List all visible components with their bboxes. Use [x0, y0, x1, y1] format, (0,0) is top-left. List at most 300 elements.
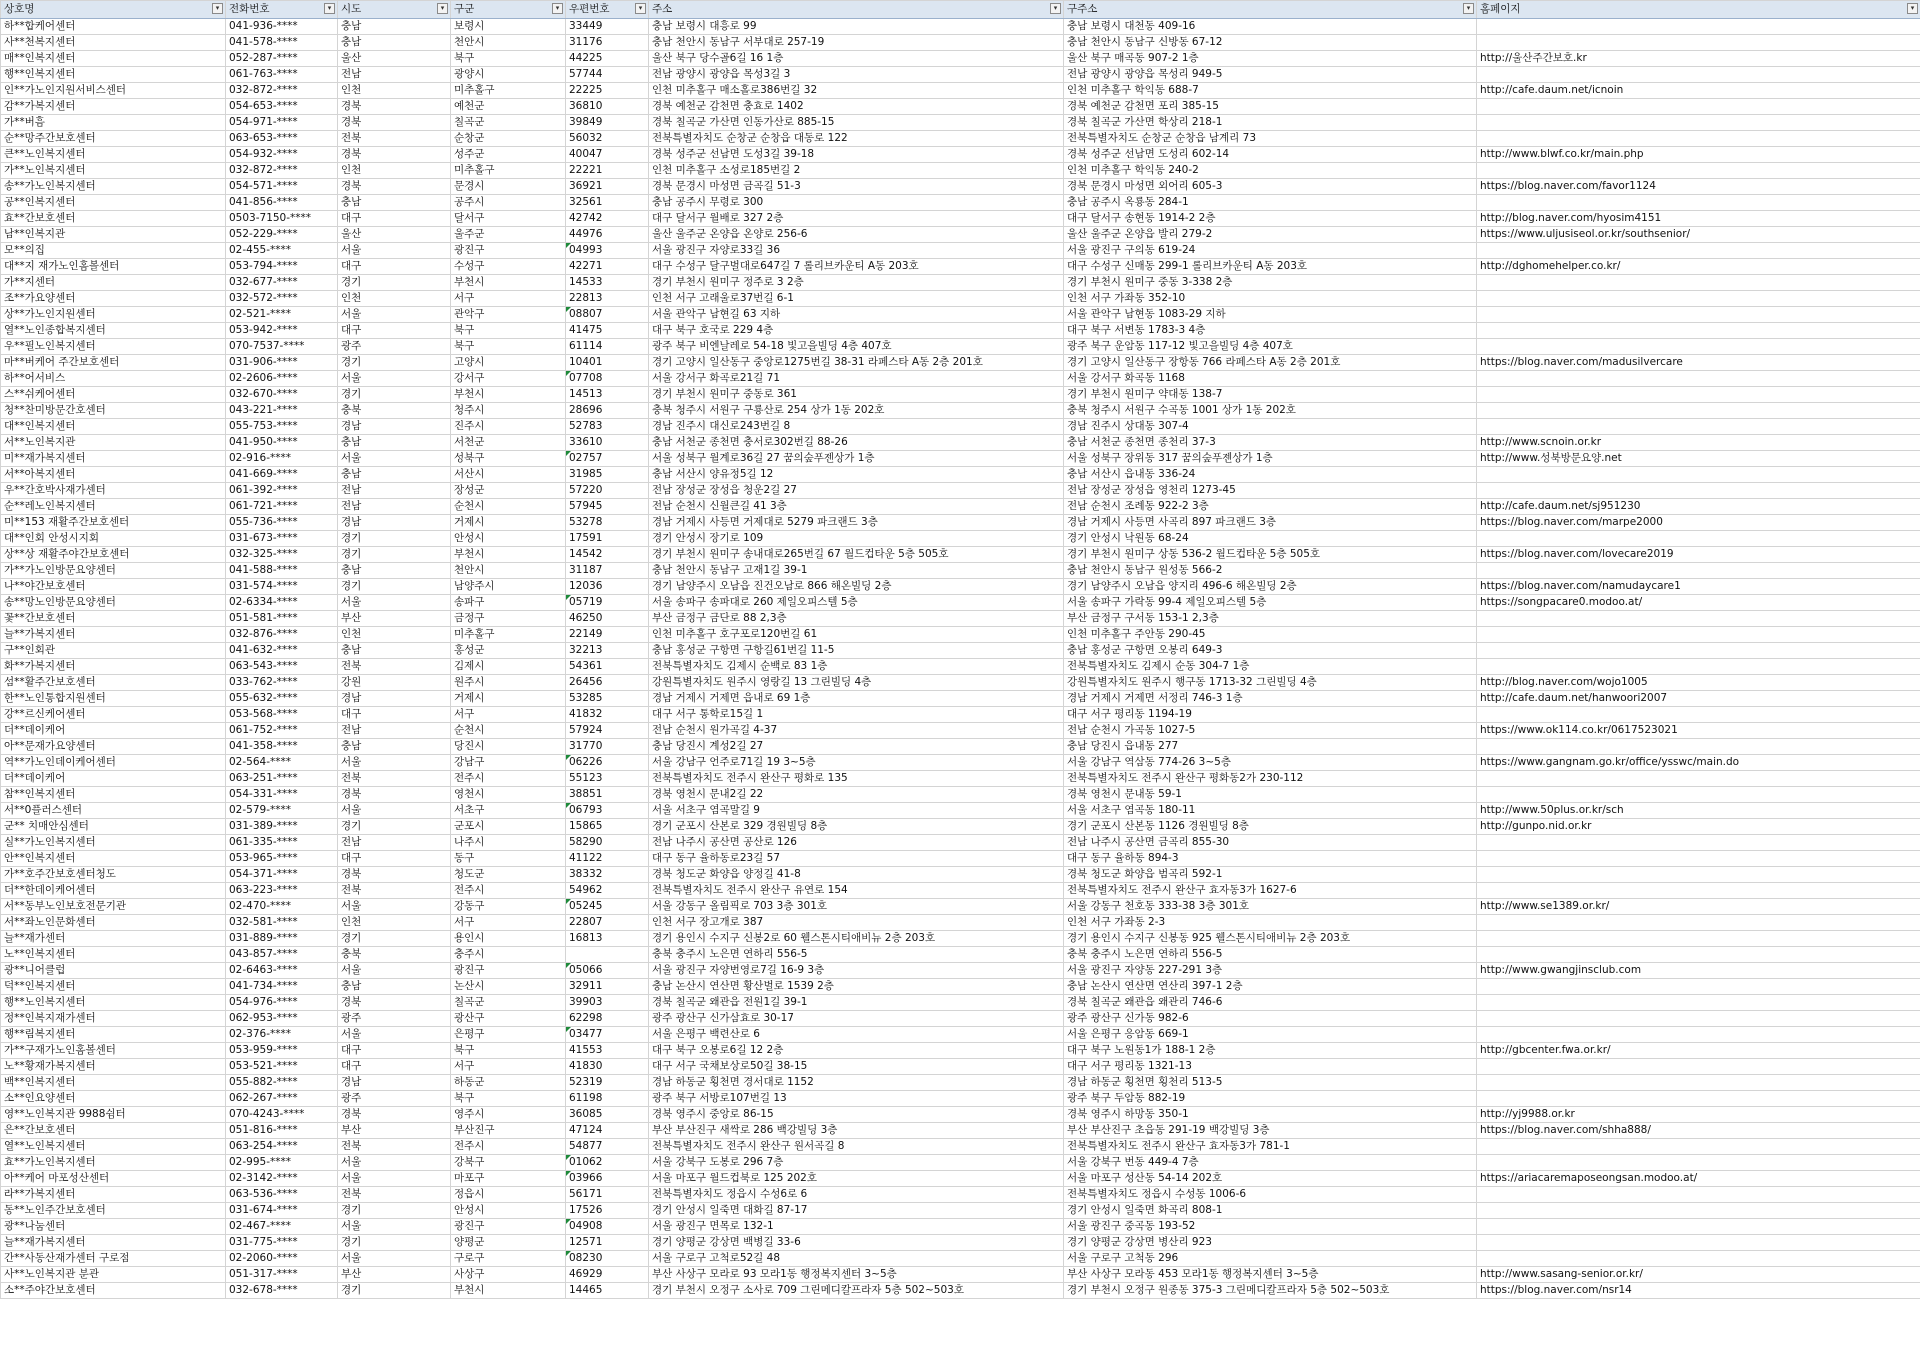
cell-zip[interactable]: 42271 — [566, 259, 649, 275]
cell-phone[interactable]: 032-876-**** — [226, 627, 338, 643]
cell-phone[interactable]: 032-872-**** — [226, 83, 338, 99]
cell-homepage[interactable] — [1477, 419, 1920, 435]
cell-gugun[interactable]: 고양시 — [451, 355, 566, 371]
cell-name[interactable]: 상**상 재활주야간보호센터 — [1, 547, 226, 563]
cell-phone[interactable]: 054-371-**** — [226, 867, 338, 883]
cell-zip[interactable]: 32561 — [566, 195, 649, 211]
cell-zip[interactable]: 22221 — [566, 163, 649, 179]
cell-sido[interactable]: 경기 — [338, 819, 451, 835]
cell-homepage[interactable] — [1477, 707, 1920, 723]
cell-old-address[interactable]: 경남 진주시 상대동 307-4 — [1064, 419, 1477, 435]
cell-homepage[interactable]: http://blog.naver.com/wojo1005 — [1477, 675, 1920, 691]
cell-phone[interactable]: 070-4243-**** — [226, 1107, 338, 1123]
cell-address[interactable]: 경북 성주군 선남면 도성3길 39-18 — [649, 147, 1064, 163]
cell-sido[interactable]: 서울 — [338, 307, 451, 323]
cell-sido[interactable]: 서울 — [338, 595, 451, 611]
cell-old-address[interactable]: 서울 강서구 화곡동 1168 — [1064, 371, 1477, 387]
cell-zip[interactable]: 31176 — [566, 35, 649, 51]
cell-zip[interactable]: 36921 — [566, 179, 649, 195]
cell-zip[interactable]: 33610 — [566, 435, 649, 451]
cell-sido[interactable]: 인천 — [338, 627, 451, 643]
cell-address[interactable]: 경기 고양시 일산동구 중앙로1275번길 38-31 라페스타 A동 2층 201호 — [649, 355, 1064, 371]
cell-phone[interactable]: 031-889-**** — [226, 931, 338, 947]
cell-name[interactable]: 가**버흠 — [1, 115, 226, 131]
cell-address[interactable]: 서울 은평구 백련산로 6 — [649, 1027, 1064, 1043]
cell-gugun[interactable]: 정읍시 — [451, 1187, 566, 1203]
cell-phone[interactable]: 02-455-**** — [226, 243, 338, 259]
cell-address[interactable]: 전남 나주시 공산면 공산로 126 — [649, 835, 1064, 851]
cell-zip[interactable]: 22149 — [566, 627, 649, 643]
cell-name[interactable]: 라**가복지센터 — [1, 1187, 226, 1203]
cell-old-address[interactable]: 인천 미추홀구 주안동 290-45 — [1064, 627, 1477, 643]
cell-phone[interactable]: 070-7537-**** — [226, 339, 338, 355]
cell-sido[interactable]: 전북 — [338, 883, 451, 899]
cell-sido[interactable]: 전북 — [338, 1187, 451, 1203]
cell-zip[interactable]: 47124 — [566, 1123, 649, 1139]
cell-gugun[interactable]: 강서구 — [451, 371, 566, 387]
cell-address[interactable]: 충남 당진시 계성2길 27 — [649, 739, 1064, 755]
cell-zip[interactable]: 14513 — [566, 387, 649, 403]
cell-phone[interactable]: 02-6463-**** — [226, 963, 338, 979]
cell-old-address[interactable]: 전남 순천시 가곡동 1027-5 — [1064, 723, 1477, 739]
cell-homepage[interactable] — [1477, 771, 1920, 787]
cell-homepage[interactable] — [1477, 307, 1920, 323]
cell-gugun[interactable]: 거제시 — [451, 691, 566, 707]
cell-old-address[interactable]: 강원특별자치도 원주시 행구동 1713-32 그린빌딩 4층 — [1064, 675, 1477, 691]
cell-address[interactable]: 대구 동구 율하동로23길 57 — [649, 851, 1064, 867]
cell-old-address[interactable]: 충남 당진시 읍내동 277 — [1064, 739, 1477, 755]
cell-old-address[interactable]: 충남 홍성군 구항면 오봉리 649-3 — [1064, 643, 1477, 659]
cell-phone[interactable]: 054-971-**** — [226, 115, 338, 131]
cell-name[interactable]: 아**문재가요양센터 — [1, 739, 226, 755]
cell-address[interactable]: 충남 서산시 양유정5길 12 — [649, 467, 1064, 483]
cell-name[interactable]: 효**간보호센터 — [1, 211, 226, 227]
cell-sido[interactable]: 대구 — [338, 323, 451, 339]
cell-homepage[interactable] — [1477, 851, 1920, 867]
cell-old-address[interactable]: 경기 용인시 수지구 신봉동 925 웰스톤시티애비뉴 2층 203호 — [1064, 931, 1477, 947]
cell-homepage[interactable] — [1477, 371, 1920, 387]
filter-dropdown-icon[interactable]: ▾ — [1907, 3, 1918, 14]
cell-address[interactable]: 경남 거제시 사등면 거제대로 5279 파크랜드 3층 — [649, 515, 1064, 531]
cell-homepage[interactable] — [1477, 163, 1920, 179]
cell-sido[interactable]: 광주 — [338, 339, 451, 355]
cell-name[interactable]: 청**찬미방문간호센터 — [1, 403, 226, 419]
cell-address[interactable]: 경기 부천시 원미구 중동로 361 — [649, 387, 1064, 403]
cell-address[interactable]: 대구 서구 국채보상로50길 38-15 — [649, 1059, 1064, 1075]
cell-zip[interactable]: 40047 — [566, 147, 649, 163]
cell-zip[interactable]: 03966 — [566, 1171, 649, 1187]
cell-address[interactable]: 경기 안성시 일죽면 대화길 87-17 — [649, 1203, 1064, 1219]
cell-address[interactable]: 충남 홍성군 구항면 구항길61번길 11-5 — [649, 643, 1064, 659]
cell-sido[interactable]: 경북 — [338, 867, 451, 883]
cell-old-address[interactable]: 부산 금정구 구서동 153-1 2,3층 — [1064, 611, 1477, 627]
cell-phone[interactable]: 041-669-**** — [226, 467, 338, 483]
cell-address[interactable]: 경북 영천시 문내2길 22 — [649, 787, 1064, 803]
cell-sido[interactable]: 경기 — [338, 579, 451, 595]
cell-name[interactable]: 가**구재가노인홈볼센터 — [1, 1043, 226, 1059]
cell-gugun[interactable]: 미추홀구 — [451, 163, 566, 179]
cell-homepage[interactable] — [1477, 531, 1920, 547]
cell-zip[interactable]: 22225 — [566, 83, 649, 99]
cell-name[interactable]: 미**재가복지센터 — [1, 451, 226, 467]
cell-zip[interactable]: 36085 — [566, 1107, 649, 1123]
cell-phone[interactable]: 031-775-**** — [226, 1235, 338, 1251]
cell-gugun[interactable]: 광진구 — [451, 1219, 566, 1235]
cell-name[interactable]: 우**간호박사재가센터 — [1, 483, 226, 499]
cell-name[interactable]: 더**데이케어 — [1, 723, 226, 739]
cell-address[interactable]: 부산 사상구 모라로 93 모라1동 행정복지센터 3~5층 — [649, 1267, 1064, 1283]
cell-zip[interactable]: 36810 — [566, 99, 649, 115]
cell-gugun[interactable]: 울주군 — [451, 227, 566, 243]
cell-gugun[interactable]: 마포구 — [451, 1171, 566, 1187]
cell-gugun[interactable]: 양평군 — [451, 1235, 566, 1251]
cell-phone[interactable]: 061-392-**** — [226, 483, 338, 499]
cell-phone[interactable]: 051-581-**** — [226, 611, 338, 627]
cell-gugun[interactable]: 문경시 — [451, 179, 566, 195]
cell-old-address[interactable]: 충남 논산시 연산면 연산리 397-1 2층 — [1064, 979, 1477, 995]
cell-old-address[interactable]: 경기 남양주시 오남읍 양지리 496-6 해온빌딩 2층 — [1064, 579, 1477, 595]
cell-gugun[interactable]: 북구 — [451, 323, 566, 339]
cell-phone[interactable]: 043-221-**** — [226, 403, 338, 419]
cell-sido[interactable]: 인천 — [338, 163, 451, 179]
cell-zip[interactable]: 17526 — [566, 1203, 649, 1219]
cell-zip[interactable]: 16813 — [566, 931, 649, 947]
cell-gugun[interactable]: 전주시 — [451, 1139, 566, 1155]
cell-name[interactable]: 열**노인복지센터 — [1, 1139, 226, 1155]
cell-name[interactable]: 순**레노인복지센터 — [1, 499, 226, 515]
cell-homepage[interactable] — [1477, 1203, 1920, 1219]
cell-old-address[interactable]: 충남 서천군 종천면 종천리 37-3 — [1064, 435, 1477, 451]
cell-address[interactable]: 충남 천안시 동남구 서부대로 257-19 — [649, 35, 1064, 51]
cell-name[interactable]: 미**153 재활주간보호센터 — [1, 515, 226, 531]
cell-phone[interactable]: 02-2060-**** — [226, 1251, 338, 1267]
cell-name[interactable]: 섬**활주간보호센터 — [1, 675, 226, 691]
cell-phone[interactable]: 041-632-**** — [226, 643, 338, 659]
cell-sido[interactable]: 서울 — [338, 243, 451, 259]
cell-address[interactable]: 서울 광진구 면목로 132-1 — [649, 1219, 1064, 1235]
column-header-zip[interactable] — [566, 1, 649, 19]
cell-name[interactable]: 가**노인복지센터 — [1, 163, 226, 179]
cell-homepage[interactable] — [1477, 115, 1920, 131]
cell-zip[interactable]: 54962 — [566, 883, 649, 899]
cell-zip[interactable]: 53285 — [566, 691, 649, 707]
cell-sido[interactable]: 전북 — [338, 659, 451, 675]
cell-zip[interactable]: 08807 — [566, 307, 649, 323]
cell-gugun[interactable]: 거제시 — [451, 515, 566, 531]
cell-gugun[interactable]: 나주시 — [451, 835, 566, 851]
cell-phone[interactable]: 052-229-**** — [226, 227, 338, 243]
cell-name[interactable]: 순**망주간보호센터 — [1, 131, 226, 147]
cell-zip[interactable]: 55123 — [566, 771, 649, 787]
cell-zip[interactable]: 38851 — [566, 787, 649, 803]
cell-address[interactable]: 서울 강서구 화곡로21길 71 — [649, 371, 1064, 387]
cell-sido[interactable]: 전북 — [338, 131, 451, 147]
cell-homepage[interactable] — [1477, 99, 1920, 115]
cell-zip[interactable]: 52783 — [566, 419, 649, 435]
cell-phone[interactable]: 041-856-**** — [226, 195, 338, 211]
cell-homepage[interactable]: http://cafe.daum.net/icnoin — [1477, 83, 1920, 99]
cell-address[interactable]: 경북 청도군 화양읍 양정길 41-8 — [649, 867, 1064, 883]
cell-zip[interactable]: 41122 — [566, 851, 649, 867]
cell-phone[interactable]: 055-632-**** — [226, 691, 338, 707]
cell-phone[interactable]: 055-736-**** — [226, 515, 338, 531]
cell-phone[interactable]: 061-335-**** — [226, 835, 338, 851]
cell-homepage[interactable]: https://blog.naver.com/favor1124 — [1477, 179, 1920, 195]
cell-address[interactable]: 울산 울주군 온양읍 온양로 256-6 — [649, 227, 1064, 243]
cell-old-address[interactable]: 전북특별자치도 전주시 완산구 효자동3가 1627-6 — [1064, 883, 1477, 899]
cell-zip[interactable]: 15865 — [566, 819, 649, 835]
cell-name[interactable]: 인**가노인지원서비스센터 — [1, 83, 226, 99]
cell-phone[interactable]: 0503-7150-**** — [226, 211, 338, 227]
cell-homepage[interactable] — [1477, 243, 1920, 259]
cell-address[interactable]: 서울 강북구 도봉로 296 7층 — [649, 1155, 1064, 1171]
cell-phone[interactable]: 032-678-**** — [226, 1283, 338, 1299]
cell-gugun[interactable]: 강동구 — [451, 899, 566, 915]
cell-phone[interactable]: 054-331-**** — [226, 787, 338, 803]
cell-name[interactable]: 조**가요양센터 — [1, 291, 226, 307]
cell-homepage[interactable]: http://yj9988.or.kr — [1477, 1107, 1920, 1123]
cell-phone[interactable]: 061-721-**** — [226, 499, 338, 515]
cell-old-address[interactable]: 충남 천안시 동남구 신방동 67-12 — [1064, 35, 1477, 51]
filter-dropdown-icon[interactable]: ▾ — [212, 3, 223, 14]
cell-gugun[interactable]: 전주시 — [451, 883, 566, 899]
cell-gugun[interactable]: 성주군 — [451, 147, 566, 163]
cell-sido[interactable]: 인천 — [338, 915, 451, 931]
cell-phone[interactable]: 032-572-**** — [226, 291, 338, 307]
cell-name[interactable]: 화**가복지센터 — [1, 659, 226, 675]
cell-old-address[interactable]: 전북특별자치도 정읍시 수성동 1006-6 — [1064, 1187, 1477, 1203]
cell-name[interactable]: 서**아복지센터 — [1, 467, 226, 483]
cell-name[interactable]: 참**인복지센터 — [1, 787, 226, 803]
cell-phone[interactable]: 033-762-**** — [226, 675, 338, 691]
cell-address[interactable]: 경북 칠곡군 가산면 인동가산로 885-15 — [649, 115, 1064, 131]
cell-phone[interactable]: 031-389-**** — [226, 819, 338, 835]
cell-zip[interactable]: 61114 — [566, 339, 649, 355]
cell-phone[interactable]: 031-906-**** — [226, 355, 338, 371]
cell-gugun[interactable]: 부천시 — [451, 275, 566, 291]
cell-gugun[interactable]: 영천시 — [451, 787, 566, 803]
cell-phone[interactable]: 063-543-**** — [226, 659, 338, 675]
cell-zip[interactable]: 14533 — [566, 275, 649, 291]
cell-sido[interactable]: 경북 — [338, 787, 451, 803]
cell-homepage[interactable] — [1477, 1091, 1920, 1107]
cell-name[interactable]: 하**어서비스 — [1, 371, 226, 387]
cell-old-address[interactable]: 경기 부천시 오정구 원종동 375-3 그린메디칼프라자 5층 502~503호 — [1064, 1283, 1477, 1299]
cell-gugun[interactable]: 은평구 — [451, 1027, 566, 1043]
cell-gugun[interactable]: 광진구 — [451, 963, 566, 979]
cell-old-address[interactable]: 인천 미추홀구 학익동 688-7 — [1064, 83, 1477, 99]
column-header-address[interactable] — [649, 1, 1064, 19]
cell-sido[interactable]: 전북 — [338, 1139, 451, 1155]
cell-old-address[interactable]: 인천 서구 가좌동 2-3 — [1064, 915, 1477, 931]
cell-homepage[interactable] — [1477, 35, 1920, 51]
cell-address[interactable]: 경북 예천군 감천면 충효로 1402 — [649, 99, 1064, 115]
column-header-gugun[interactable] — [451, 1, 566, 19]
cell-name[interactable]: 덕**인복지센터 — [1, 979, 226, 995]
cell-homepage[interactable]: https://blog.naver.com/madusilvercare — [1477, 355, 1920, 371]
cell-zip[interactable]: 52319 — [566, 1075, 649, 1091]
cell-address[interactable]: 경기 양평군 강상면 백병길 33-6 — [649, 1235, 1064, 1251]
cell-phone[interactable]: 02-470-**** — [226, 899, 338, 915]
cell-homepage[interactable]: http://www.scnoin.or.kr — [1477, 435, 1920, 451]
cell-old-address[interactable]: 경북 영천시 문내동 59-1 — [1064, 787, 1477, 803]
cell-sido[interactable]: 경기 — [338, 547, 451, 563]
cell-homepage[interactable] — [1477, 403, 1920, 419]
cell-phone[interactable]: 055-753-**** — [226, 419, 338, 435]
column-header-phone[interactable] — [226, 1, 338, 19]
cell-address[interactable]: 전북특별자치도 전주시 완산구 평화로 135 — [649, 771, 1064, 787]
cell-gugun[interactable]: 남양주시 — [451, 579, 566, 595]
cell-gugun[interactable]: 안성시 — [451, 1203, 566, 1219]
cell-sido[interactable]: 부산 — [338, 1123, 451, 1139]
cell-sido[interactable]: 광주 — [338, 1091, 451, 1107]
cell-sido[interactable]: 서울 — [338, 1027, 451, 1043]
cell-zip[interactable]: 39849 — [566, 115, 649, 131]
cell-name[interactable]: 열**노인종합복지센터 — [1, 323, 226, 339]
cell-phone[interactable]: 041-588-**** — [226, 563, 338, 579]
cell-phone[interactable]: 063-223-**** — [226, 883, 338, 899]
cell-old-address[interactable]: 충남 천안시 동남구 원성동 566-2 — [1064, 563, 1477, 579]
cell-phone[interactable]: 02-6334-**** — [226, 595, 338, 611]
cell-name[interactable]: 모**의집 — [1, 243, 226, 259]
cell-gugun[interactable]: 관악구 — [451, 307, 566, 323]
cell-zip[interactable]: 57945 — [566, 499, 649, 515]
cell-sido[interactable]: 인천 — [338, 291, 451, 307]
cell-homepage[interactable]: http://gunpo.nid.or.kr — [1477, 819, 1920, 835]
cell-gugun[interactable]: 전주시 — [451, 771, 566, 787]
cell-homepage[interactable]: http://cafe.daum.net/hanwoori2007 — [1477, 691, 1920, 707]
cell-sido[interactable]: 광주 — [338, 1011, 451, 1027]
cell-gugun[interactable]: 강남구 — [451, 755, 566, 771]
cell-homepage[interactable] — [1477, 979, 1920, 995]
cell-zip[interactable]: 28696 — [566, 403, 649, 419]
cell-zip[interactable]: 06226 — [566, 755, 649, 771]
cell-zip[interactable]: 31985 — [566, 467, 649, 483]
cell-phone[interactable]: 063-254-**** — [226, 1139, 338, 1155]
cell-homepage[interactable] — [1477, 611, 1920, 627]
cell-homepage[interactable] — [1477, 339, 1920, 355]
cell-address[interactable]: 충북 충주시 노은면 연하리 556-5 — [649, 947, 1064, 963]
cell-sido[interactable]: 경기 — [338, 387, 451, 403]
cell-old-address[interactable]: 충북 충주시 노은면 연하리 556-5 — [1064, 947, 1477, 963]
filter-dropdown-icon[interactable]: ▾ — [1050, 3, 1061, 14]
cell-old-address[interactable]: 경북 칠곡군 가산면 학상리 218-1 — [1064, 115, 1477, 131]
cell-address[interactable]: 경기 부천시 오정구 소사로 709 그린메디칼프라자 5층 502~503호 — [649, 1283, 1064, 1299]
cell-homepage[interactable] — [1477, 915, 1920, 931]
cell-homepage[interactable] — [1477, 995, 1920, 1011]
cell-address[interactable]: 전북특별자치도 김제시 순백로 83 1층 — [649, 659, 1064, 675]
cell-sido[interactable]: 경북 — [338, 995, 451, 1011]
filter-dropdown-icon[interactable]: ▾ — [1463, 3, 1474, 14]
cell-gugun[interactable]: 북구 — [451, 51, 566, 67]
cell-zip[interactable]: 53278 — [566, 515, 649, 531]
cell-homepage[interactable] — [1477, 1011, 1920, 1027]
cell-gugun[interactable]: 용인시 — [451, 931, 566, 947]
cell-old-address[interactable]: 광주 북구 운암동 117-12 빛고을빌딩 4층 407호 — [1064, 339, 1477, 355]
cell-phone[interactable]: 051-816-**** — [226, 1123, 338, 1139]
cell-sido[interactable]: 충남 — [338, 563, 451, 579]
cell-old-address[interactable]: 경기 부천시 원미구 약대동 138-7 — [1064, 387, 1477, 403]
filter-dropdown-icon[interactable]: ▾ — [324, 3, 335, 14]
cell-homepage[interactable]: http://www.성북방문요양.net — [1477, 451, 1920, 467]
cell-homepage[interactable] — [1477, 1075, 1920, 1091]
cell-old-address[interactable]: 울산 북구 매곡동 907-2 1층 — [1064, 51, 1477, 67]
cell-old-address[interactable]: 전북특별자치도 전주시 완산구 효자동3가 781-1 — [1064, 1139, 1477, 1155]
cell-homepage[interactable] — [1477, 131, 1920, 147]
cell-homepage[interactable] — [1477, 483, 1920, 499]
cell-name[interactable]: 행**인복지센터 — [1, 67, 226, 83]
cell-name[interactable]: 송**가노인복지센터 — [1, 179, 226, 195]
cell-gugun[interactable]: 영주시 — [451, 1107, 566, 1123]
cell-homepage[interactable]: https://www.gangnam.go.kr/office/ysswc/main.do — [1477, 755, 1920, 771]
cell-zip[interactable]: 46250 — [566, 611, 649, 627]
cell-address[interactable]: 인천 미추홀구 소성로185번길 2 — [649, 163, 1064, 179]
cell-phone[interactable]: 053-521-**** — [226, 1059, 338, 1075]
cell-name[interactable]: 꽃**간보호센터 — [1, 611, 226, 627]
cell-gugun[interactable]: 서초구 — [451, 803, 566, 819]
cell-sido[interactable]: 충남 — [338, 35, 451, 51]
cell-gugun[interactable]: 서구 — [451, 1059, 566, 1075]
cell-name[interactable]: 강**르신케어센터 — [1, 707, 226, 723]
cell-phone[interactable]: 041-358-**** — [226, 739, 338, 755]
cell-name[interactable]: 은**간보호센터 — [1, 1123, 226, 1139]
cell-phone[interactable]: 041-578-**** — [226, 35, 338, 51]
cell-sido[interactable]: 경남 — [338, 419, 451, 435]
cell-old-address[interactable]: 울산 울주군 온양읍 발리 279-2 — [1064, 227, 1477, 243]
cell-name[interactable]: 실**가노인복지센터 — [1, 835, 226, 851]
cell-old-address[interactable]: 경기 군포시 산본동 1126 경원빌딩 8층 — [1064, 819, 1477, 835]
cell-homepage[interactable] — [1477, 643, 1920, 659]
cell-address[interactable]: 경기 부천시 원미구 송내대로265번길 67 월드컵타운 5층 505호 — [649, 547, 1064, 563]
cell-name[interactable]: 정**인복지재가센터 — [1, 1011, 226, 1027]
cell-address[interactable]: 인천 미추홀구 호구포로120번길 61 — [649, 627, 1064, 643]
cell-zip[interactable]: 57220 — [566, 483, 649, 499]
cell-phone[interactable]: 054-653-**** — [226, 99, 338, 115]
cell-old-address[interactable]: 서울 광진구 중곡동 193-52 — [1064, 1219, 1477, 1235]
cell-homepage[interactable]: http://blog.naver.com/hyosim4151 — [1477, 211, 1920, 227]
cell-name[interactable]: 소**인요양센터 — [1, 1091, 226, 1107]
cell-address[interactable]: 서울 광진구 자양번영로7길 16-9 3층 — [649, 963, 1064, 979]
cell-zip[interactable]: 10401 — [566, 355, 649, 371]
cell-address[interactable]: 인천 서구 장고개로 387 — [649, 915, 1064, 931]
cell-homepage[interactable] — [1477, 739, 1920, 755]
cell-phone[interactable]: 032-581-**** — [226, 915, 338, 931]
cell-name[interactable]: 소**주야간보호센터 — [1, 1283, 226, 1299]
cell-gugun[interactable]: 충주시 — [451, 947, 566, 963]
cell-address[interactable]: 전북특별자치도 전주시 완산구 원서곡길 8 — [649, 1139, 1064, 1155]
cell-homepage[interactable] — [1477, 835, 1920, 851]
cell-old-address[interactable]: 광주 북구 두암동 882-19 — [1064, 1091, 1477, 1107]
cell-zip[interactable]: 12036 — [566, 579, 649, 595]
cell-address[interactable]: 경북 칠곡군 왜관읍 전원1길 39-1 — [649, 995, 1064, 1011]
cell-phone[interactable]: 02-995-**** — [226, 1155, 338, 1171]
cell-phone[interactable]: 032-872-**** — [226, 163, 338, 179]
cell-old-address[interactable]: 서울 구로구 고척동 296 — [1064, 1251, 1477, 1267]
cell-address[interactable]: 충북 청주시 서원구 구룡산로 254 상가 1동 202호 — [649, 403, 1064, 419]
cell-sido[interactable]: 경북 — [338, 1107, 451, 1123]
cell-phone[interactable]: 063-251-**** — [226, 771, 338, 787]
cell-name[interactable]: 늘**재가센터 — [1, 931, 226, 947]
cell-sido[interactable]: 서울 — [338, 451, 451, 467]
cell-address[interactable]: 서울 강남구 언주로71길 19 3~5층 — [649, 755, 1064, 771]
cell-old-address[interactable]: 서울 마포구 성산동 54-14 202호 — [1064, 1171, 1477, 1187]
cell-zip[interactable]: 61198 — [566, 1091, 649, 1107]
cell-address[interactable]: 경기 군포시 산본로 329 경원빌딩 8층 — [649, 819, 1064, 835]
cell-homepage[interactable]: https://www.uljusiseol.or.kr/southsenior/ — [1477, 227, 1920, 243]
cell-homepage[interactable]: http://gbcenter.fwa.or.kr/ — [1477, 1043, 1920, 1059]
cell-homepage[interactable] — [1477, 1187, 1920, 1203]
cell-gugun[interactable]: 서구 — [451, 707, 566, 723]
